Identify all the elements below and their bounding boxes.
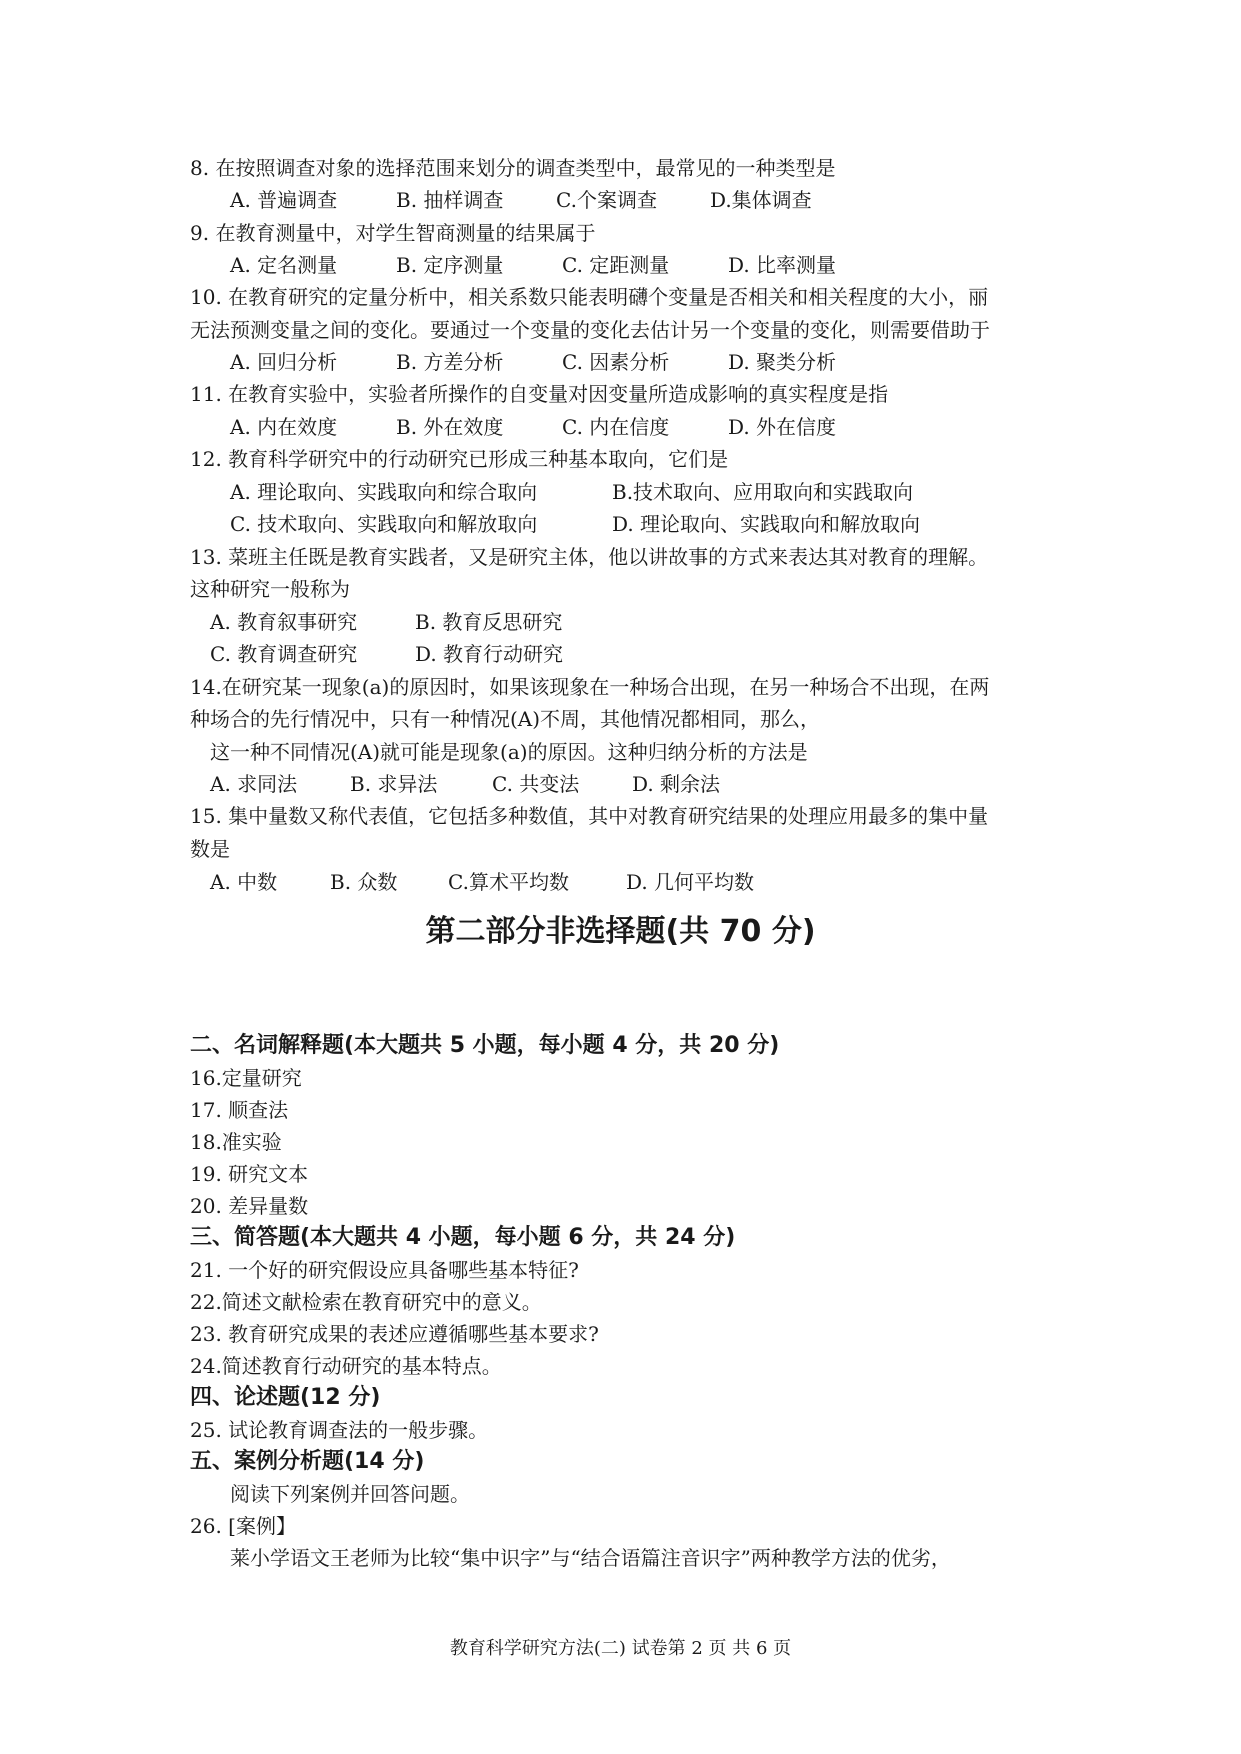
option-c: C. 因素分析 [562, 350, 670, 374]
option-a: A. 回归分析 [230, 350, 338, 374]
option-b: B. 众数 [330, 870, 398, 894]
section-5-instruction: 阅读下列案例并回答问题。 [230, 1482, 470, 1506]
question-13-options-row-2 [210, 638, 1241, 670]
option-a: A. 中数 [210, 870, 278, 894]
question-14-stem-line-1: 14.在研究某一现象(a)的原因时，如果该现象在一种场合出现，在另一种场合不出现，在两 [190, 675, 990, 699]
question-10-stem-line-1: 10. 在教育研究的定量分析中，相关系数只能表明礴个变量是否相关和相关程度的大小，丽 [190, 285, 989, 309]
option-b: B. 教育反思研究 [415, 610, 563, 634]
question-13-stem-line-1: 13. 菜班主任既是教育实践者，又是研究主体，他以讲故事的方式来表达其对教育的理解。 [190, 545, 989, 569]
option-d: D. 剩余法 [632, 772, 721, 796]
option-b: B. 外在效度 [396, 415, 504, 439]
question-12-stem: 12. 教育科学研究中的行动研究已形成三种基本取向，它们是 [190, 447, 729, 471]
option-c: C. 定距测量 [562, 253, 670, 277]
option-c: C.算术平均数 [448, 870, 569, 894]
question-15-stem-line-2: 数是 [190, 837, 230, 861]
section-4-item-25: 25. 试论教育调查法的一般步骤。 [190, 1418, 489, 1442]
section-3-item-21: 21. 一个好的研究假设应具备哪些基本特征? [190, 1258, 579, 1282]
question-15-stem-line-1: 15. 集中量数又称代表值，它包括多种数值，其中对教育研究结果的处理应用最多的集中量 [190, 804, 989, 828]
option-d: D. 理论取向、实践取向和解放取向 [612, 512, 921, 536]
option-a: A. 定名测量 [230, 253, 338, 277]
question-13-stem-line-2: 这种研究一般称为 [190, 577, 350, 601]
case-label: 26. [案例】 [190, 1514, 296, 1538]
section-2-heading: 二、名词解释题(本大题共 5 小题，每小题 4 分，共 20 分) [190, 1033, 780, 1058]
page-footer: 教育科学研究方法(二) 试卷第 2 页 共 6 页 [449, 1638, 792, 1659]
section-5-heading: 五、案例分析题(14 分) [190, 1449, 425, 1474]
section-4-heading: 四、论述题(12 分) [190, 1385, 381, 1410]
question-14-stem-line-3: 这一种不同情况(A)就可能是现象(a)的原因。这种归纳分析的方法是 [210, 740, 808, 764]
part-two-heading: 第二部分非选择题(共 70 分) [425, 914, 816, 949]
section-2-item-19: 19. 研究文本 [190, 1162, 309, 1186]
section-2-item-18: 18.准实验 [190, 1130, 282, 1154]
case-text: 莱小学语文王老师为比较“集中识字”与“结合语篇注音识字”两种教学方法的优劣， [230, 1546, 951, 1570]
option-d: D. 几何平均数 [626, 870, 755, 894]
option-d: D.集体调查 [710, 188, 812, 212]
option-b: B. 求异法 [350, 772, 438, 796]
question-9-options [230, 249, 1241, 281]
question-10-options [230, 346, 1241, 378]
section-3-heading: 三、简答题(本大题共 4 小题，每小题 6 分，共 24 分) [190, 1225, 736, 1250]
option-d: D. 比率测量 [728, 253, 837, 277]
question-9-stem: 9. 在教育测量中，对学生智商测量的结果属于 [190, 221, 596, 245]
option-b: B. 定序测量 [396, 253, 504, 277]
option-a: A. 求同法 [210, 772, 298, 796]
question-12-options-row-1 [230, 476, 1241, 508]
option-c: C. 共变法 [492, 772, 580, 796]
option-d: D. 外在信度 [728, 415, 837, 439]
option-c: C. 教育调查研究 [210, 642, 358, 666]
question-8-options [230, 184, 1241, 216]
option-a: A. 内在效度 [230, 415, 338, 439]
section-3-item-23: 23. 教育研究成果的表述应遵循哪些基本要求? [190, 1322, 599, 1346]
option-b: B. 方差分析 [396, 350, 504, 374]
question-11-stem: 11. 在教育实验中，实验者所操作的自变量对因变量所造成影响的真实程度是指 [190, 382, 889, 406]
option-c: C. 技术取向、实践取向和解放取向 [230, 512, 538, 536]
option-c: C.个案调查 [556, 188, 657, 212]
option-b: B. 抽样调查 [396, 188, 504, 212]
option-c: C. 内在信度 [562, 415, 670, 439]
section-2-item-20: 20. 差异量数 [190, 1194, 309, 1218]
question-11-options [230, 411, 1241, 443]
option-d: D. 教育行动研究 [415, 642, 564, 666]
question-13-options-row-1 [210, 606, 1241, 638]
section-3-item-22: 22.简述文献检索在教育研究中的意义。 [190, 1290, 542, 1314]
section-2-item-16: 16.定量研究 [190, 1066, 302, 1090]
option-d: D. 聚类分析 [728, 350, 837, 374]
question-8-stem: 8. 在按照调查对象的选择范围来划分的调查类型中，最常见的一种类型是 [190, 156, 836, 180]
section-3-item-24: 24.简述教育行动研究的基本特点。 [190, 1354, 502, 1378]
question-15-options [210, 866, 1241, 898]
option-a: A. 理论取向、实践取向和综合取向 [230, 480, 538, 504]
option-a: A. 普遍调查 [230, 188, 338, 212]
question-14-options [210, 768, 1241, 800]
question-10-stem-line-2: 无法预测变量之间的变化。要通过一个变量的变化去估计另一个变量的变化，则需要借助于 [190, 318, 990, 342]
option-b: B.技术取向、应用取向和实践取向 [612, 480, 914, 504]
question-12-options-row-2 [230, 508, 1241, 540]
option-a: A. 教育叙事研究 [210, 610, 358, 634]
question-14-stem-line-2: 种场合的先行情况中，只有一种情况(A)不周，其他情况都相同，那么， [190, 707, 821, 731]
section-2-item-17: 17. 顺查法 [190, 1098, 289, 1122]
